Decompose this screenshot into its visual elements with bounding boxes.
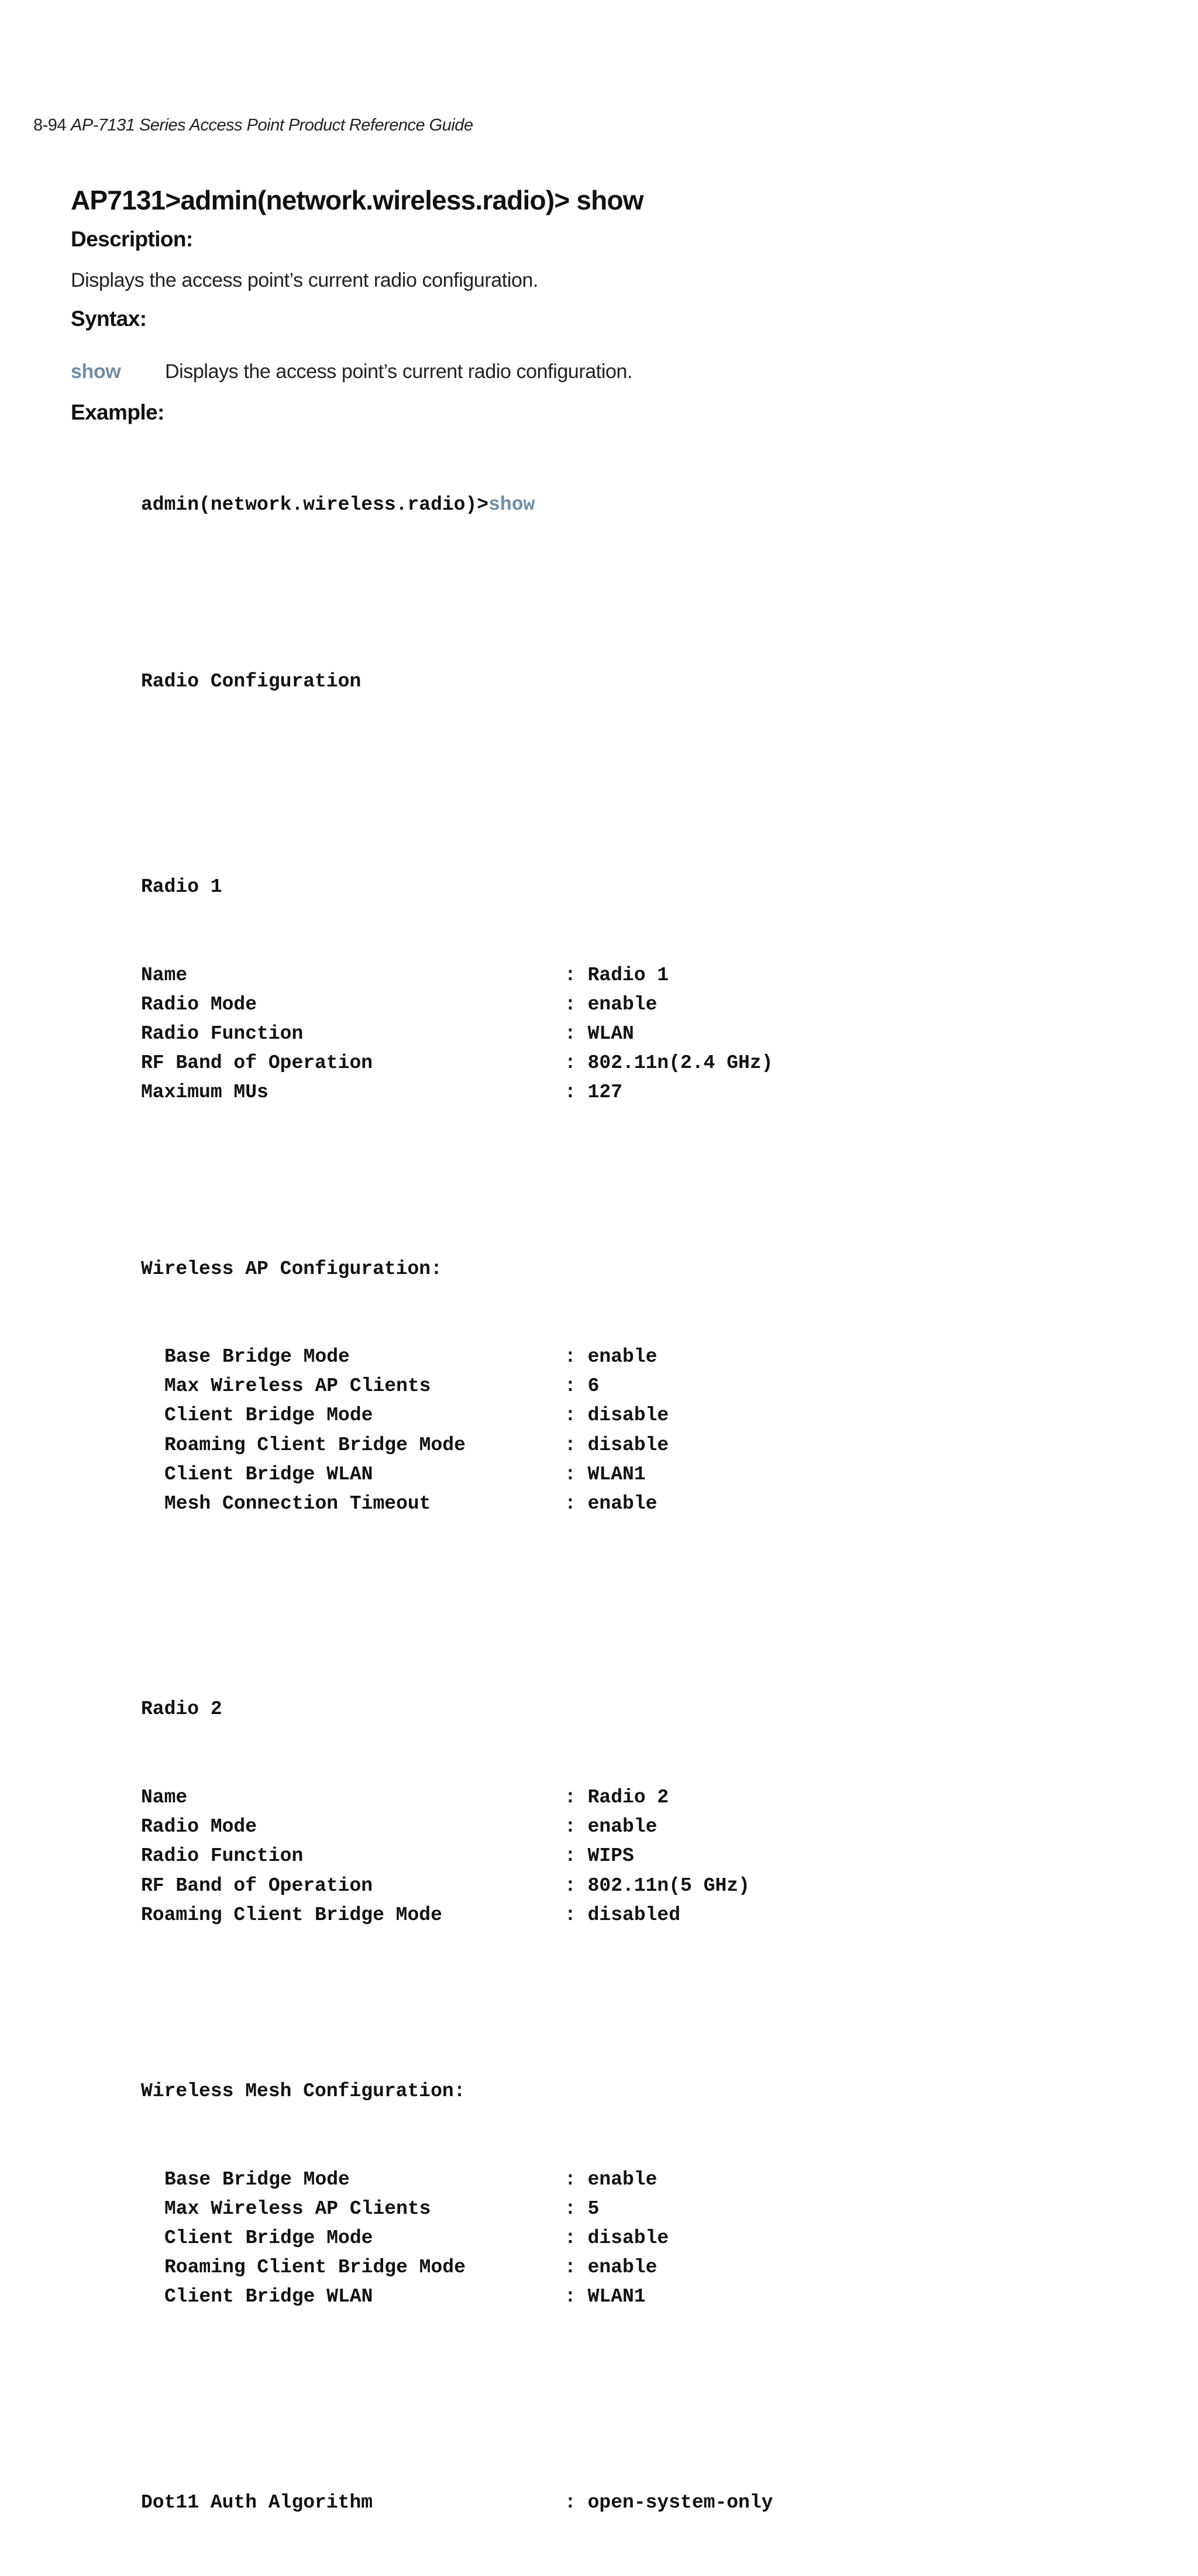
code-value: : 802.11n(2.4 GHz) (564, 1052, 773, 1074)
code-row (141, 990, 1159, 1019)
code-key: RF Band of Operation (141, 1052, 373, 1074)
description-text: Displays the access point’s current radio configuration. (71, 269, 539, 291)
code-key: Maximum MUs (141, 1081, 268, 1104)
code-key: Roaming Client Bridge Mode (164, 2256, 466, 2279)
code-value: : WLAN1 (564, 2286, 646, 2308)
code-value: : disable (564, 1404, 669, 1427)
code-value: : disable (564, 2227, 669, 2249)
syntax-row (71, 359, 1159, 384)
radio2-sub-rows (141, 2165, 1159, 2312)
code-key: Max Wireless AP Clients (164, 1375, 431, 1397)
code-title-line: Radio Configuration (141, 670, 362, 692)
code-key: Radio Mode (141, 1816, 257, 1838)
radio1-label: Radio 1 (141, 875, 222, 898)
code-row (141, 961, 1159, 990)
code-value: : enable (564, 1346, 657, 1368)
code-value: : Radio 2 (564, 1787, 669, 1809)
code-row (141, 1401, 1159, 1430)
code-value: : 5 (564, 2197, 600, 2220)
code-row (141, 1460, 1159, 1489)
code-row (141, 1372, 1159, 1401)
code-value: : enable (564, 1816, 657, 1838)
radio1-rows (141, 961, 1159, 1108)
radio1-sub-heading: Wireless AP Configuration: (141, 1258, 442, 1280)
code-row (141, 1812, 1159, 1842)
code-value: : 127 (564, 1081, 623, 1104)
code-row (141, 1019, 1159, 1049)
code-key: Client Bridge WLAN (164, 2286, 373, 2308)
code-row (141, 2253, 1159, 2282)
description-heading: Description: (71, 227, 193, 251)
code-row (141, 1431, 1159, 1460)
command-title: AP7131>admin(network.wireless.radio)> show (71, 185, 643, 215)
code-prompt-command: show (488, 494, 535, 516)
code-row (141, 1783, 1159, 1812)
radio2-label: Radio 2 (141, 1698, 222, 1720)
code-key: Radio Function (141, 1022, 304, 1045)
code-value: : Radio 1 (564, 964, 669, 986)
code-key: Radio Function (141, 1845, 304, 1867)
running-header (33, 115, 473, 135)
code-value: : enable (564, 1493, 657, 1515)
code-value: : disabled (564, 1904, 681, 1926)
code-key: Dot11 Auth Algorithm (141, 2491, 373, 2513)
radio2-rows (141, 1783, 1159, 1930)
syntax-heading: Syntax: (71, 307, 147, 331)
code-key: Roaming Client Bridge Mode (164, 1434, 466, 1456)
code-value: : enable (564, 2256, 657, 2279)
code-prompt-line (141, 490, 1159, 520)
example-heading: Example: (71, 400, 164, 424)
code-key: Client Bridge WLAN (164, 1463, 373, 1485)
syntax-description: Displays the access point’s current radio configuration. (165, 360, 633, 383)
code-row-dot11-auth (141, 2488, 1159, 2517)
code-key: Client Bridge Mode (164, 2227, 373, 2249)
code-key: Name (141, 964, 188, 986)
code-key: Client Bridge Mode (164, 1404, 373, 1427)
code-row (141, 1342, 1159, 1372)
code-key: Name (141, 1787, 188, 1809)
code-value: : WLAN1 (564, 1463, 646, 1485)
code-row (141, 1489, 1159, 1519)
radio1-sub-rows (141, 1342, 1159, 1519)
code-row (141, 1078, 1159, 1107)
guide-title: AP-7131 Series Access Point Product Reference Guide (71, 116, 473, 135)
code-value: : enable (564, 993, 657, 1015)
page-content (71, 183, 1159, 2576)
code-key: Roaming Client Bridge Mode (141, 1904, 442, 1926)
code-row (141, 1049, 1159, 1078)
code-value: : 6 (564, 1375, 600, 1397)
code-key: Base Bridge Mode (164, 1346, 350, 1368)
code-key: RF Band of Operation (141, 1874, 373, 1897)
code-row (141, 2224, 1159, 2253)
code-row (141, 2282, 1159, 2311)
code-key: Base Bridge Mode (164, 2168, 350, 2190)
code-value: : WIPS (564, 1845, 634, 1867)
code-value: : enable (564, 2168, 657, 2190)
code-key: Radio Mode (141, 993, 257, 1015)
code-prompt: admin(network.wireless.radio)> (141, 494, 489, 516)
code-value: : WLAN (564, 1022, 634, 1045)
code-row (141, 1901, 1159, 1930)
code-value: : open-system-only (564, 2491, 773, 2513)
syntax-keyword: show (71, 360, 121, 383)
radio2-sub-heading: Wireless Mesh Configuration: (141, 2080, 466, 2102)
example-code-block (141, 432, 1159, 2576)
page-number: 8-94 (33, 116, 67, 135)
code-key: Max Wireless AP Clients (164, 2197, 431, 2220)
code-row (141, 1871, 1159, 1901)
code-value: : 802.11n(5 GHz) (564, 1874, 750, 1897)
code-row (141, 2165, 1159, 2194)
code-key: Mesh Connection Timeout (164, 1493, 431, 1515)
code-value: : disable (564, 1434, 669, 1456)
code-row (141, 1842, 1159, 1871)
code-row (141, 2194, 1159, 2224)
